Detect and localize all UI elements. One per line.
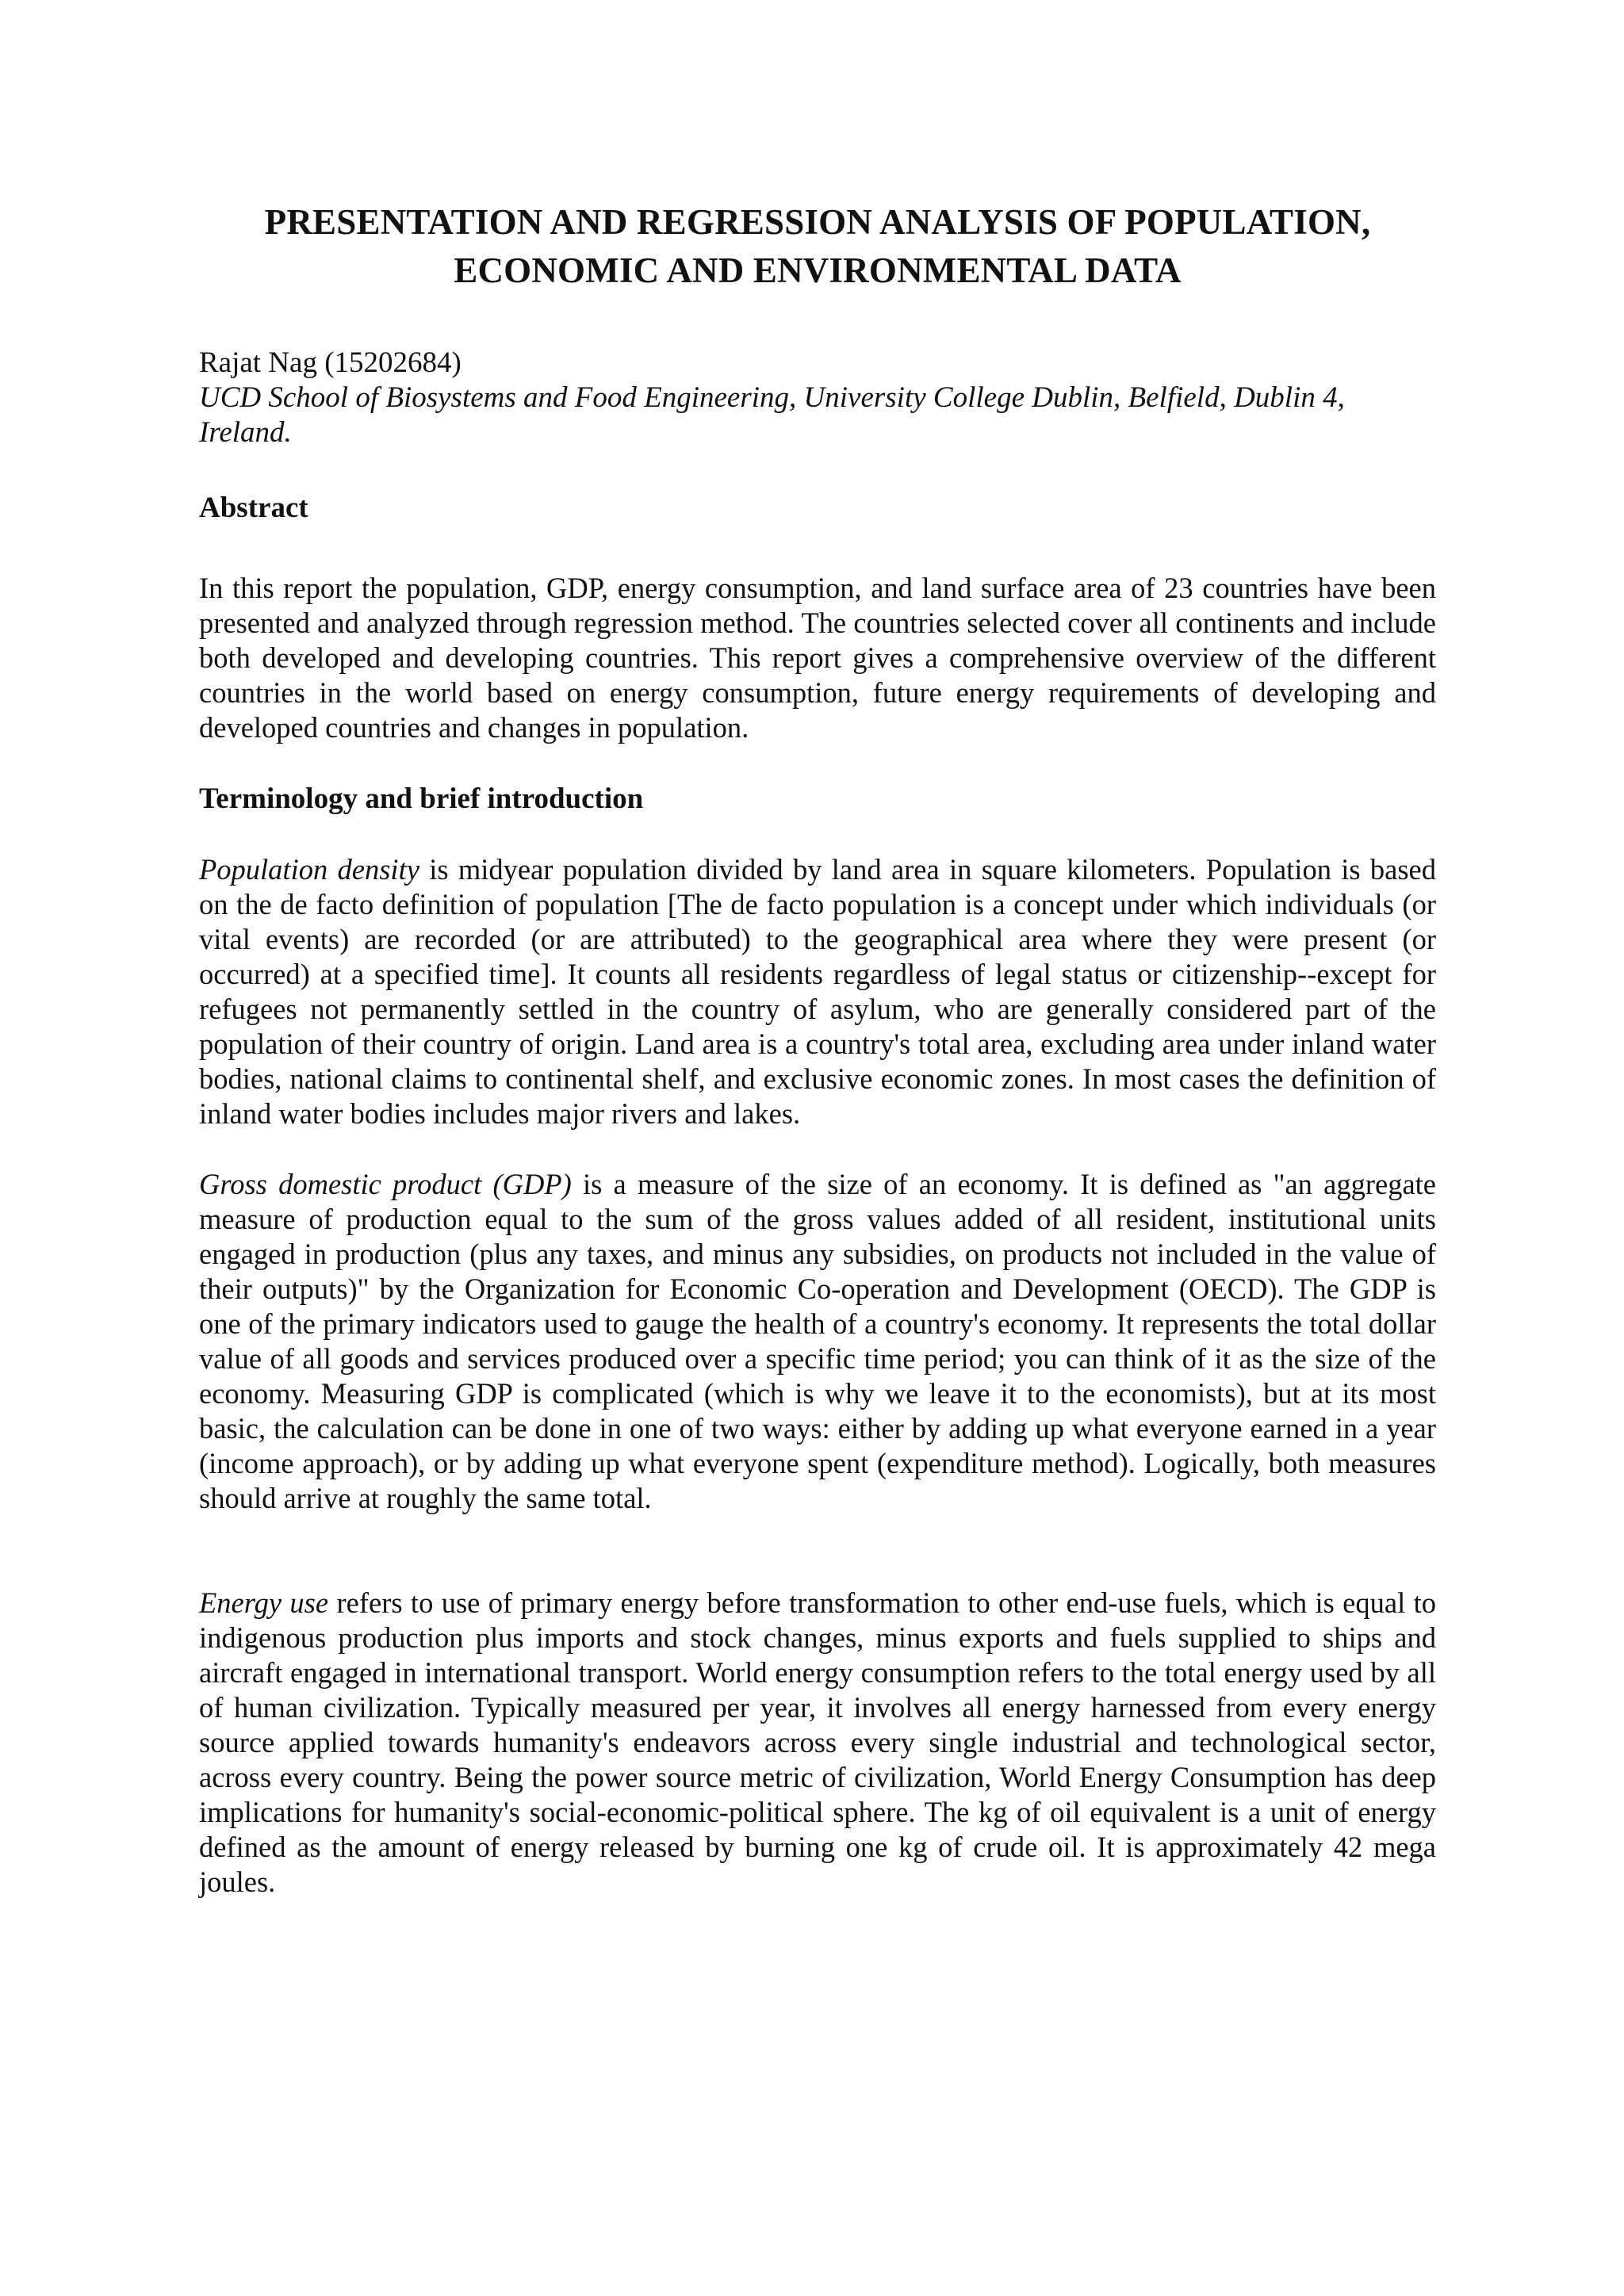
author-name: Rajat Nag (15202684): [199, 346, 462, 379]
gdp-term: Gross domestic product (GDP): [199, 1168, 572, 1200]
abstract-heading: Abstract: [199, 492, 308, 524]
energy-use-term: Energy use: [199, 1586, 329, 1619]
energy-use-definition: refers to use of primary energy before transformation to other end-use fuels, which is equal to indigenous production plus imports and stock changes, minus exports and fuels supplied to ships and aircraft engaged in international transport. World energy consumption refers to the total energy used by all of human civilization. Typically measured per year, it involves all energy harnessed from every energy source applied towards humanity's endeavors across every single industrial and technological sector, across every country. Being the power source metric of civilization, World Energy Consumption has deep implications for humanity's social-economic-political sphere. The kg of oil equivalent is a unit of energy defined as the amount of energy released by burning one kg of crude oil. It is approximately 42 mega joules.: [199, 1586, 1436, 1898]
paper-title-line-2: ECONOMIC AND ENVIRONMENTAL DATA: [454, 251, 1182, 290]
gdp-definition: is a measure of the size of an economy. It is defined as "an aggregate measure of production equal to the sum of the gross values added of all resident, institutional units engaged in production (plus any taxes, and minus any subsidies, on products not included in the value of their outputs)" by the Organization for Economic Co-operation and Development (OECD). The GDP is one of the primary indicators used to gauge the health of a country's economy. It represents the total dollar value of all goods and services produced over a specific time period; you can think of it as the size of the economy. Measuring GDP is complicated (which is why we leave it to the economists), but at its most basic, the calculation can be done in one of two ways: either by adding up what everyone earned in a year (income approach), or by adding up what everyone spent (expenditure method). Logically, both measures should arrive at roughly the same total.: [199, 1168, 1436, 1514]
energy-use-paragraph: [199, 1586, 1436, 1900]
population-density-term: Population density: [199, 853, 419, 886]
terminology-heading: Terminology and brief introduction: [199, 783, 644, 815]
document-page: [199, 198, 1436, 1900]
abstract-paragraph: In this report the population, GDP, energy consumption, and land surface area of 23 countries have been presented and analyzed through regression method. The countries selected cover all continents and include both developed and developing countries. This report gives a comprehensive overview of the different countries in the world based on energy consumption, future energy requirements of developing and developed countries and changes in population.: [199, 572, 1436, 744]
gdp-paragraph: [199, 1167, 1436, 1516]
population-density-definition: is midyear population divided by land area in square kilometers. Population is based on the de facto definition of population [The de facto population is a concept under which individuals (or vital events) are recorded (or are attributed) to the geographical area where they were present (or occurred) at a specified time]. It counts all residents regardless of legal status or citizenship--except for refugees not permanently settled in the country of asylum, who are generally considered part of the population of their country of origin. Land area is a country's total area, excluding area under inland water bodies, national claims to continental shelf, and exclusive economic zones. In most cases the definition of inland water bodies includes major rivers and lakes.: [199, 853, 1437, 1130]
population-density-paragraph: [199, 852, 1436, 1131]
author-affiliation: UCD School of Biosystems and Food Engineering, University College Dublin, Belfield, Dublin 4, Ireland.: [199, 381, 1345, 449]
author-block: [199, 346, 1436, 450]
paper-title: [199, 198, 1436, 295]
paper-title-line-1: PRESENTATION AND REGRESSION ANALYSIS OF POPULATION,: [264, 202, 1371, 242]
